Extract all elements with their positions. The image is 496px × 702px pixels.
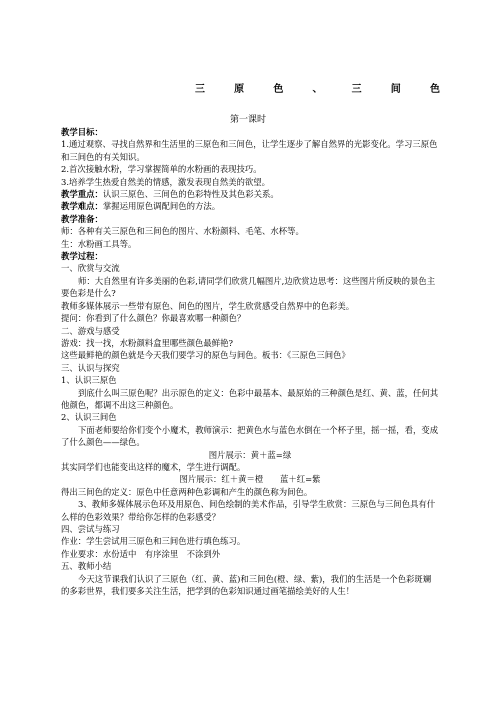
title-char: 三 bbox=[195, 84, 205, 95]
title-char: 三 bbox=[351, 84, 362, 95]
key-points-text: 认识三原色、三间色的色彩特性及其色彩关系。 bbox=[102, 189, 279, 200]
subsection-heading: 2、认识三间色 bbox=[61, 412, 117, 423]
key-points bbox=[61, 188, 439, 200]
objectives-heading: 教学目标： bbox=[61, 127, 103, 137]
paragraph: 其实同学们也能变出这样的魔术，学生进行调配。 bbox=[61, 461, 246, 472]
paragraph: 教师多媒体展示一些带有原色、间色的图片，学生欣赏感受自然界中的色彩美。 bbox=[61, 300, 355, 311]
subsection-heading: 1、认识三原色 bbox=[61, 375, 117, 386]
difficulty-label: 教学难点： bbox=[61, 201, 103, 212]
title-char: 间 bbox=[390, 84, 401, 95]
paragraph: 游戏：找一找，水粉颜料盒里哪些颜色最鲜艳? bbox=[61, 337, 233, 348]
title-char: 色 bbox=[429, 84, 440, 95]
figure-caption: 图片展示：黄＋蓝=绿 bbox=[208, 449, 292, 460]
objective-item: 1.通过观察、寻找自然界和生活里的三原色和三间色，让学生逐步了解自然界的光影变化。学习三原色和三间色的有关知识。 bbox=[61, 139, 438, 162]
document-body bbox=[61, 126, 439, 597]
paragraph: 作业要求：水份适中 有序涂里 不涂到外 bbox=[61, 548, 221, 559]
prep-teacher: 师：各种有关三原色和三间色的图片、水粉颜料、毛笔、水杯等。 bbox=[61, 226, 304, 237]
paragraph: 提问：你看到了什么颜色？你最喜欢哪一种颜色？ bbox=[61, 313, 246, 324]
title-char: 色 bbox=[273, 84, 284, 95]
key-points-label: 教学重点： bbox=[61, 189, 103, 200]
paragraph: 3、教师多媒体展示色环及用原色、间色绘制的美术作品，引导学生欣赏：三原色与三间色具有什么样的色彩效果？带给你怎样的色彩感受？ bbox=[61, 499, 436, 522]
document-title bbox=[195, 80, 440, 96]
paragraph: 这些最鲜艳的颜色就是今天我们要学习的原色与间色。板书：《三原色三间色》 bbox=[61, 350, 350, 361]
paragraph: 师：大自然里有许多美丽的色彩,请同学们欣赏几幅图片,边欣赏边思考：这些图片所反映的景色主要色彩是什么? bbox=[61, 275, 436, 299]
paragraph: 作业：学生尝试用三原色和三间色进行填色练习。 bbox=[61, 536, 246, 547]
section-heading: 三、认识与探究 bbox=[61, 362, 120, 373]
section-heading: 二、游戏与感受 bbox=[61, 325, 120, 336]
objective-item: 2.首次接触水粉，学习掌握简单的水粉画的表现技巧。 bbox=[61, 164, 262, 175]
difficulty-text: 掌握运用原色调配间色的方法。 bbox=[102, 201, 221, 212]
paragraph: 到底什么叫三原色呢？出示原色的定义：色彩中最基本、最原始的三种颜色是红、黄、蓝，任何其他颜色，都调不出这三种颜色。 bbox=[61, 387, 439, 410]
paragraph: 得出三间色的定义：原色中任意两种色彩调和产生的颜色称为间色。 bbox=[61, 486, 313, 497]
difficulty bbox=[61, 200, 439, 212]
figure-caption: 图片展示：红＋黄＝橙 蓝＋红=紫 bbox=[179, 474, 321, 485]
process-heading: 教学过程： bbox=[61, 251, 103, 262]
section-heading: 一、欣赏与交流 bbox=[61, 263, 120, 274]
lesson-label: 第一课时 bbox=[229, 115, 266, 125]
paragraph: 下面老师要给你们变个小魔术，教师演示：把黄色水与蓝色水倒在一个杯子里，摇一摇，看，变成了什么颜色——绿色。 bbox=[61, 424, 439, 448]
title-char: 、 bbox=[312, 84, 323, 95]
section-heading: 四、尝试与练习 bbox=[61, 524, 120, 534]
title-char: 原 bbox=[234, 84, 245, 95]
prep-heading: 教学准备： bbox=[61, 213, 103, 224]
prep-student: 生：水粉画工具等。 bbox=[61, 238, 137, 249]
section-heading: 五、教师小结 bbox=[61, 561, 112, 572]
objective-item: 3.培养学生热爱自然美的情感，激发表现自然美的欲望。 bbox=[61, 176, 270, 187]
paragraph: 今天这节课我们认识了三原色（红、黄、蓝)和三间色(橙、绿、紫)，我们的生活是一个色彩斑斓的多彩世界，我们要多关注生活，把学到的色彩知识通过画笔描绘美好的人生！ bbox=[61, 573, 432, 597]
